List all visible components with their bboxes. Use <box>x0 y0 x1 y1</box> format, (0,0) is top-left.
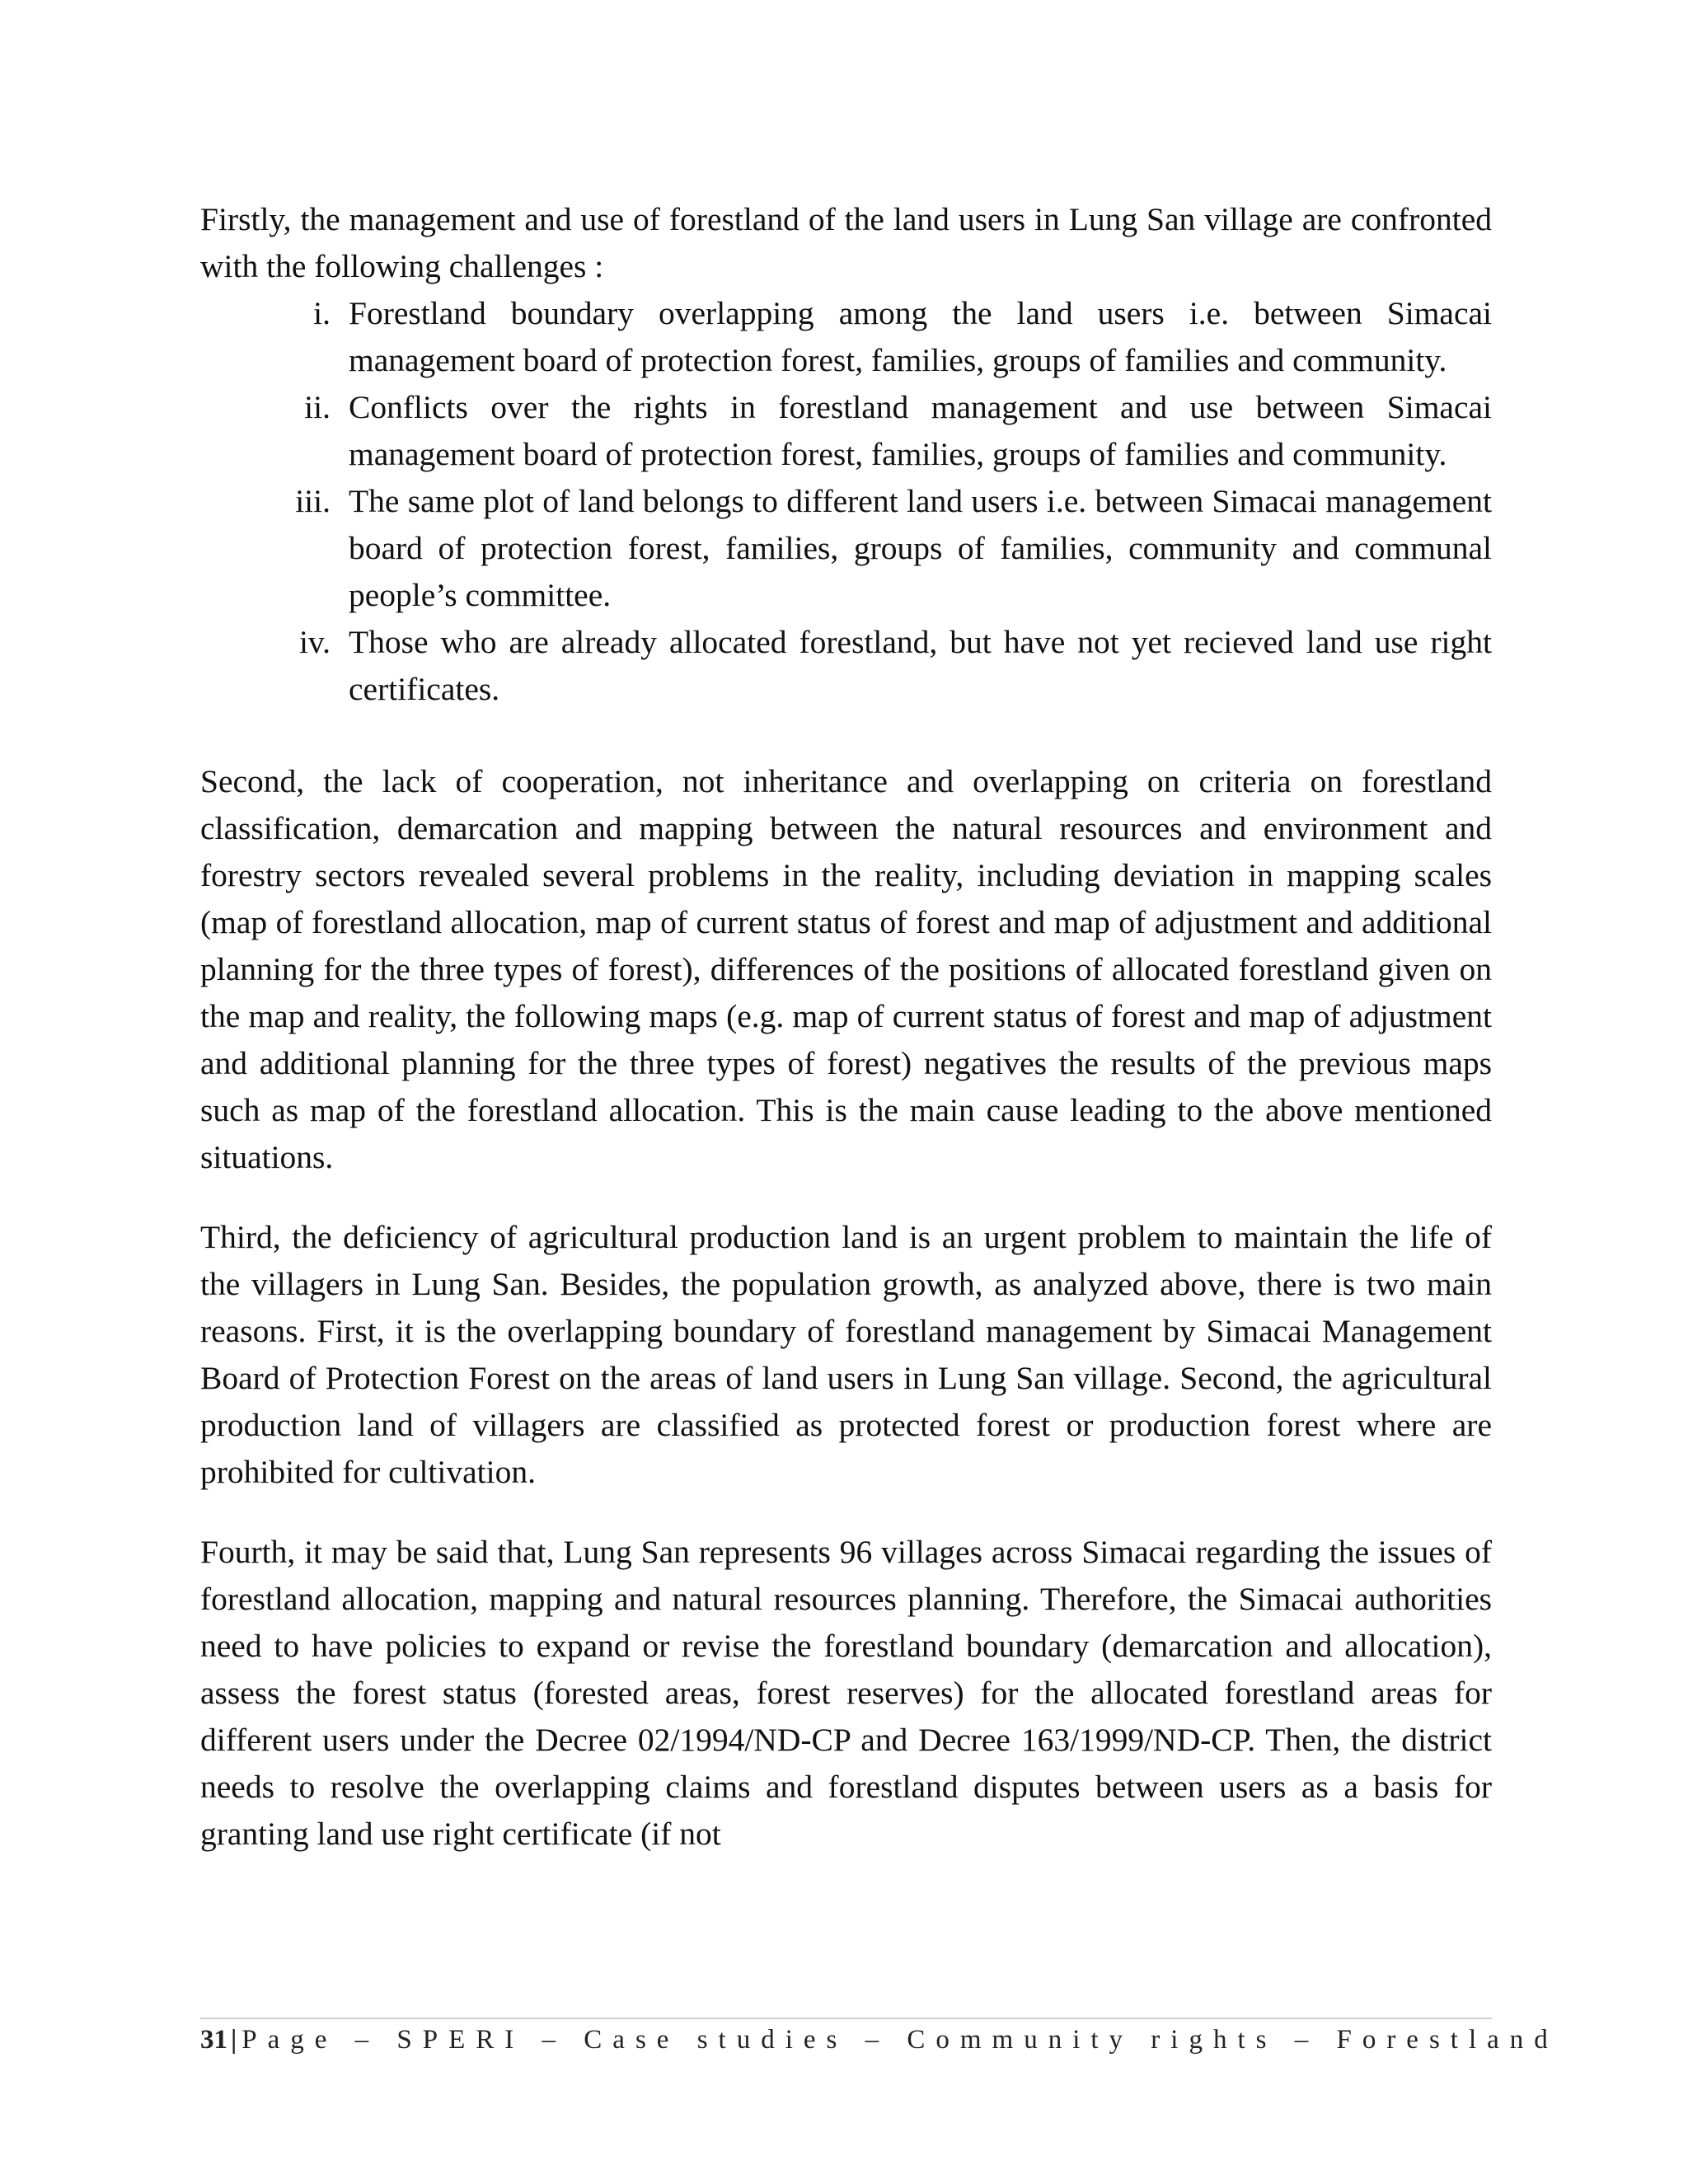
list-item-number: iv. <box>298 624 331 660</box>
third-paragraph: Third, the deficiency of agricultural production land is an urgent problem to maintain the life of the villagers in Lung San. Besides, the population growth, as analyzed above, there is two main reasons. First, it is the overlapping boundary of forestland management by Simacai Management Board of Protection Forest on the areas of land users in Lung San village. Second, the agricultural production land of villagers are classified as protected forest or production forest where are prohibited for cultivation. <box>200 1219 1492 1490</box>
challenges-list <box>200 290 1492 713</box>
list-item-text: Conflicts over the rights in forestland management and use between Simacai management board of protection forest, families, groups of families and community. <box>349 389 1492 472</box>
list-item-text: The same plot of land belongs to different land users i.e. between Simacai management board of protection forest, families, groups of families, community and communal people’s committee. <box>349 483 1492 613</box>
footer-divider <box>200 2018 1492 2019</box>
page-footer <box>200 2023 1559 2056</box>
fourth-paragraph: Fourth, it may be said that, Lung San represents 96 villages across Simacai regarding the issues of forestland allocation, mapping and natural resources planning. Therefore, the Simacai authorities need to have policies to expand or revise the forestland boundary (demarcation and allocation), assess the forest status (forested areas, forest reserves) for the allocated forestland areas for different users under the Decree 02/1994/ND-CP and Decree 163/1999/ND-CP. Then, the district needs to resolve the overlapping claims and forestland disputes between users as a basis for granting land use right certificate (if not <box>200 1534 1492 1852</box>
footer-separator: | <box>231 2025 237 2055</box>
intro-paragraph: Firstly, the management and use of forestland of the land users in Lung San village are confronted with the following challenges : <box>200 201 1492 284</box>
list-item <box>200 619 1492 713</box>
list-item-text: Those who are already allocated forestland, but have not yet recieved land use right certificates. <box>349 624 1492 707</box>
list-item-number: ii. <box>304 389 331 425</box>
page-body <box>200 196 1492 1858</box>
list-item-text: Forestland boundary overlapping among the land users i.e. between Simacai management board of protection forest, families, groups of families and community. <box>349 295 1492 378</box>
footer-text: Page – SPERI – Case studies – Community rights – Forestland <box>241 2025 1559 2055</box>
list-item <box>200 384 1492 478</box>
list-item-number: i. <box>313 295 331 331</box>
list-item <box>200 478 1492 619</box>
page-number: 31 <box>200 2025 227 2055</box>
list-item <box>200 290 1492 384</box>
list-item-number: iii. <box>295 483 331 519</box>
second-paragraph: Second, the lack of cooperation, not inheritance and overlapping on criteria on forestland classification, demarcation and mapping between the natural resources and environment and forestry sectors revealed several problems in the reality, including deviation in mapping scales (map of forestland allocation, map of current status of forest and map of adjustment and additional planning for the three types of forest), differences of the positions of allocated forestland given on the map and reality, the following maps (e.g. map of current status of forest and map of adjustment and additional planning for the three types of forest) negatives the results of the previous maps such as map of the forestland allocation. This is the main cause leading to the above mentioned situations. <box>200 763 1492 1175</box>
